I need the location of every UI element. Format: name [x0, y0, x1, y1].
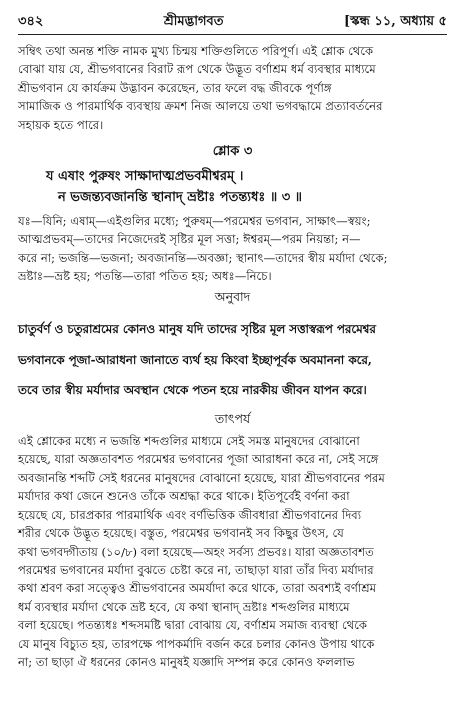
chapter-reference: [স্কন্ধ ১১, অধ্যায় ৫ [344, 14, 447, 29]
translation-text [18, 320, 447, 399]
text-line: বোঝা যায় যে, শ্রীভগবানের বিরাট রূপ থেকে উদ্ভূত বর্ণাশ্রম ধর্ম ব্যবস্থার মাধ্যমে [18, 62, 376, 77]
page-header [18, 12, 447, 32]
purport-heading: তাৎপর্য [214, 411, 251, 427]
text-line: সহায়ক হতে পারে। [18, 117, 104, 132]
text-line: অবজানন্তি শব্দটি সেই ধরনের মানুষদের বোঝানো হয়েছে, যারা শ্রীভগবানের পরম [18, 470, 385, 485]
text-line: যে মানুষ বিচ্যুত হয়, তারপক্ষে পাপকর্মাদি বর্জন করে চলার কোনও উপায় থাকে [18, 636, 375, 651]
text-line: কথা শ্রবণ করা সত্ত্বেও শ্রীভগবানের অমর্যাদা করে থাকে, তারা অবশ্যই বর্ণাশ্রম [18, 581, 377, 596]
text-line: হয়েছে, যারা অজ্ঞতাবশত পরমেশ্বর ভগবানের পূজা আরাধনা করে না, সেই সঙ্গে [18, 452, 379, 467]
text-line: সম্বিৎ তথা অনন্ত শক্তি নামক মুখ্য চিন্ময় শক্তিগুলিতে পরিপূর্ণ। এই শ্লোক থেকে [18, 44, 374, 58]
text-line: শ্রীভগবান যে কার্যক্রম উদ্ভাবন করেছেন, তার ফলে বদ্ধ জীবকে পূর্ণাঙ্গ [18, 80, 332, 95]
text-line: বলা হয়েছে। পতন্ত্যধঃ শব্দসমষ্টি দ্বারা বোঝায় যে, বর্ণাশ্রম সমাজ ব্যবস্থা থেকে [18, 618, 368, 633]
text-line: কথা ভগবদ্গীতায় (১০/৮) বলা হয়েছে—অহং সর্বস্য প্রভবঃ। যারা অজ্ঞতাবশত [18, 544, 374, 559]
word-meanings [18, 212, 447, 286]
verse-line-1: য এষাং পুরুষং সাক্ষাদাত্মপ্রভবমীশ্বরম্ । [46, 169, 244, 185]
verse-line-2: ন ভজন্ত্যবজানন্তি স্থানাদ্ ভ্রষ্টাঃ পতন্ত্যধঃ ॥ ৩ ॥ [58, 190, 303, 206]
text-line: শরীর থেকে উদ্ভূত হয়েছে। বস্তুত, পরমেশ্বর ভগবানই সব কিছুর উৎস, যে [18, 526, 344, 541]
text-line: যঃ—যিনি; এষাম্—এইগুলির মধ্যে; পুরুষম্—পরমেশ্বর ভগবান, সাক্ষাৎ—স্বয়ং; [18, 214, 371, 229]
purport-text [18, 432, 447, 671]
text-line: হয়েছে যে, চারপ্রকার পারমার্থিক এবং বর্ণভিত্তিক জীবধারা শ্রীভগবানের দিব্য [18, 507, 362, 522]
text-line: আত্মপ্রভবম্—তাদের নিজেদেরই সৃষ্টির মূল সত্তা; ঈশ্বরম্—পরম নিয়ন্তা; ন— [18, 232, 361, 247]
text-line: এই শ্লোকের মধ্যে ন ভজন্তি শব্দগুলির মাধ্যমে সেই সমস্ত মানুষদের বোঝানো [18, 434, 360, 449]
text-line: মর্যাদার কথা জেনে শুনেও তাঁকে অশ্রদ্ধা করে থাকে। ইতিপূর্বেই বর্ণনা করা [18, 489, 350, 504]
text-line: সামাজিক ও পারমার্থিক ব্যবস্থায় ক্রমশ নিজ আলয়ে তথা ভগবদ্ধামে প্রত্যাবর্তনের [18, 99, 383, 114]
text-line: চাতুর্বর্ণ ও চতুরাশ্রমের কোনও মানুষ যদি তাদের সৃষ্টির মূল সত্তাস্বরূপ পরমেশ্বর [18, 322, 376, 337]
page-number: ৩৪২ [18, 14, 44, 29]
text-line: করে না; ভজন্তি—ভজনা; অবজানন্তি—অবজ্ঞা; স্থানাৎ—তাদের স্বীয় মর্যাদা থেকে; [18, 250, 388, 265]
text-line: তবে তার স্বীয় মর্যাদার অবস্থান থেকে পতন হয়ে নারকীয় জীবন যাপন করে। [18, 382, 367, 397]
text-line: পরমেশ্বর ভগবানের মর্যাদা বুঝতে চেষ্টা করে না, তাছাড়া যারা তাঁর দিব্য মর্যাদার [18, 562, 374, 577]
book-title: শ্রীমদ্ভাগবত [163, 14, 224, 29]
intro-paragraph [18, 42, 447, 134]
text-line: ভ্রষ্টাঃ—ভ্রষ্ট হয়; পতন্তি—তারা পতিত হয়; অধঃ—নিচে। [18, 269, 272, 284]
sanskrit-verse [18, 166, 447, 208]
translation-heading: অনুবাদ [214, 288, 251, 304]
text-line: না; তা ছাড়া ঐ ধরনের কোনও মানুষই যজ্ঞাদি সম্পন্ন করে কোনও ফললাভ [18, 654, 355, 669]
header-divider [18, 34, 447, 35]
sloka-heading: শ্লোক ৩ [212, 144, 253, 160]
text-line: ভগবানকে পূজা-আরাধনা জানাতে ব্যর্থ হয় কিংবা ইচ্ছাপূর্বক অবমাননা করে, [18, 352, 372, 367]
text-line: ধর্ম ব্যবস্থার মর্যাদা থেকে ভ্রষ্ট হবে, যে কথা স্থানাদ্ ভ্রষ্টাঃ শব্দগুলির মাধ্যমে [18, 599, 350, 614]
